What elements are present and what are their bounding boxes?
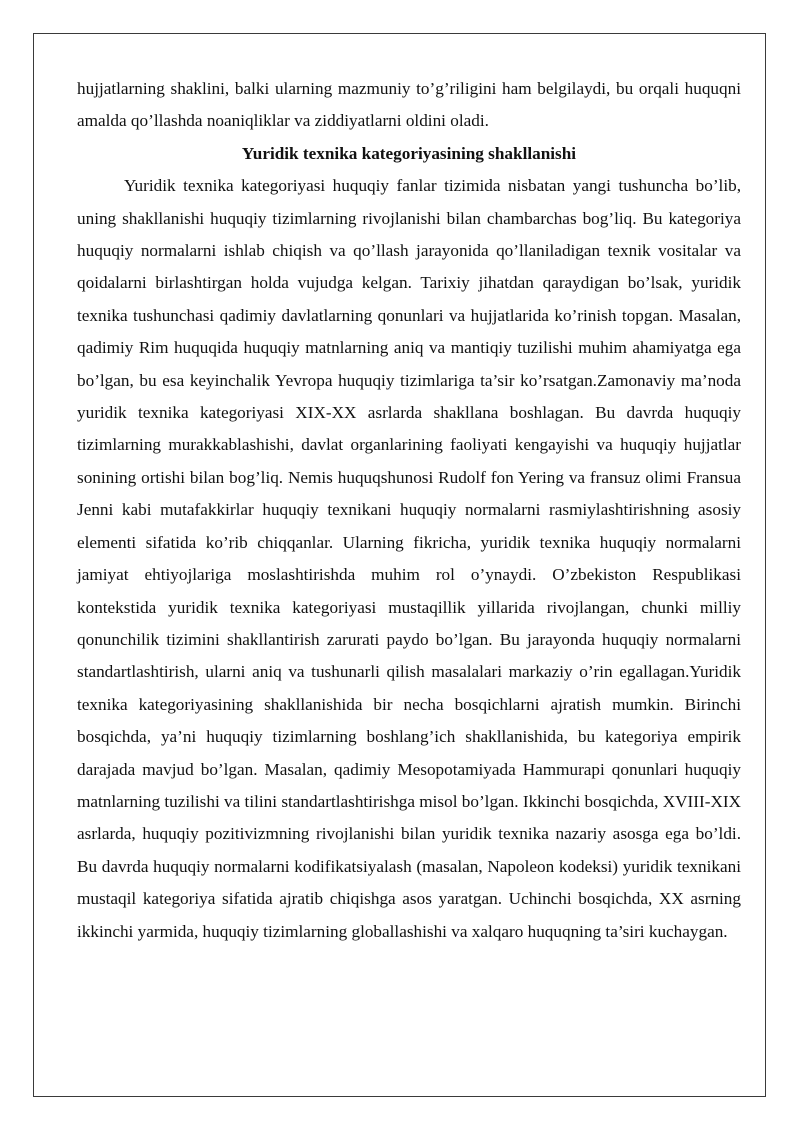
opening-paragraph: hujjatlarning shaklini, balki ularning mazmuniy to’g’riligini ham belgilaydi, bu orqali huquqni amalda qo’llashda noaniqliklar va ziddiyatlarni oldini oladi. xyxy=(77,79,741,131)
section-heading: Yuridik texnika kategoriyasining shakllanishi xyxy=(241,143,577,163)
body-paragraph: Yuridik texnika kategoriyasi huquqiy fanlar tizimida nisbatan yangi tushuncha bo’lib, uning shakllanishi huquqiy tizimlarning rivojlanishi bilan chambarchas bog’liq. Bu kategoriya huquqiy normalarni ishlab chiqish va qo’llash jarayonida qo’llaniladigan texnik vositalar va qoidalarni birlashtirgan holda vujudga kelgan. Tarixiy jihatdan qaraydigan bo’lsak, yuridik texnika tushunchasi qadimiy davlatlarning qonunlari va hujjatlarida ko’rinish topgan. Masalan, qadimiy Rim huquqida huquqiy matnlarning aniq va mantiqiy tuzilishi muhim ahamiyatga ega bo’lgan, bu esa keyinchalik Yevropa huquqiy tizimlariga ta’sir ko’rsatgan.Zamonaviy ma’noda yuridik texnika kategoriyasi XIX-XX asrlarda shakllana boshlagan. Bu davrda huquqiy tizimlarning murakkablashishi, davlat organlarining faoliyati kengayishi va huquqiy hujjatlar sonining ortishi bilan bog’liq. Nemis huquqshunosi Rudolf fon Yering va fransuz olimi Fransua Jenni kabi mutafakkirlar huquqiy texnikani huquqiy normalarni rasmiylashtirishning asosiy elementi sifatida ko’rib chiqqanlar. Ularning fikricha, yuridik texnika huquqiy normalarni jamiyat ehtiyojlariga moslashtirishda muhim rol o’ynaydi. O’zbekiston Respublikasi kontekstida yuridik texnika kategoriyasi mustaqillik yillarida rivojlangan, chunki milliy qonunchilik tizimini shakllantirish zarurati paydo bo’lgan. Bu jarayonda huquqiy normalarni standartlashtirish, ularni aniq va tushunarli qilish masalalari markaziy o’rin egallagan.Yuridik texnika kategoriyasining shakllanishida bir necha bosqichlarni ajratish mumkin. Birinchi bosqichda, ya’ni huquqiy tizimlarning boshlang’ich shakllanishida, bu kategoriya empirik darajada mavjud bo’lgan. Masalan, qadimiy Mesopotamiyada Hammurapi qonunlari huquqiy matnlarning tuzilishi va tilini standartlashtirishga misol bo’lgan. Ikkinchi bosqichda, XVIII-XIX asrlarda, huquqiy pozitivizmning rivojlanishi bilan yuridik texnika nazariy asosga ega bo’ldi. Bu davrda huquqiy normalarni kodifikatsiyalash (masalan, Napoleon kodeksi) yuridik texnikani mustaqil kategoriya sifatida ajratib chiqishga asos yaratgan. Uchinchi bosqichda, XX asrning ikkinchi yarmida, huquqiy tizimlarning globallashishi va xalqaro huquqning ta’siri kuchaygan. xyxy=(77,176,741,941)
document-body xyxy=(77,73,741,948)
